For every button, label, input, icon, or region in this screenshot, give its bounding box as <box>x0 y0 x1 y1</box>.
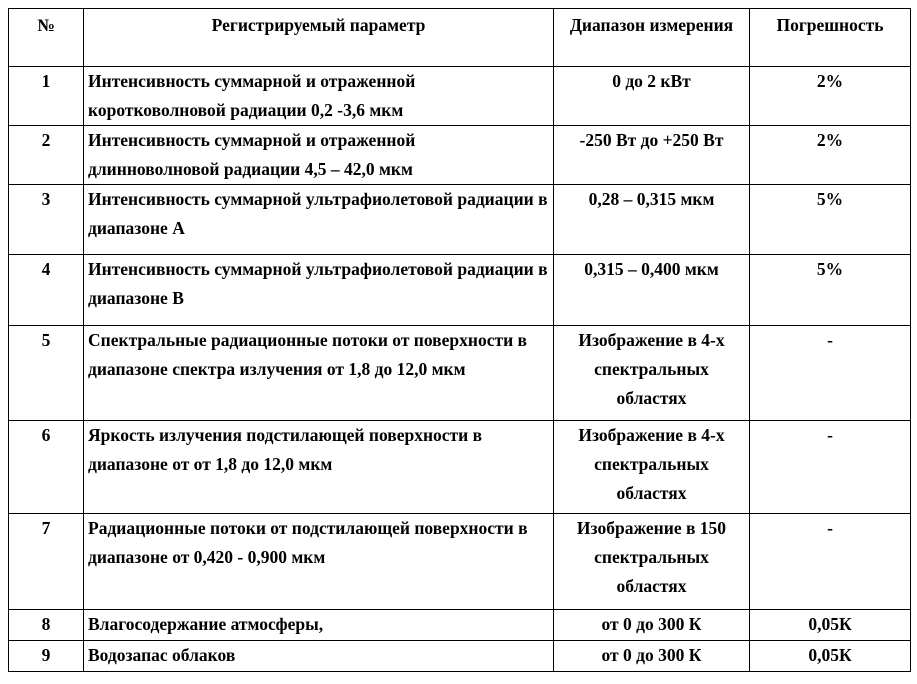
table-body <box>9 67 911 672</box>
row-range: Изображение в 4-х спектральных областях <box>554 326 750 421</box>
row-parameter: Интенсивность суммарной ультрафиолетовой радиации в диапазоне В <box>84 255 554 326</box>
row-parameter: Яркость излучения подстилающей поверхности в диапазоне от от 1,8 до 12,0 мкм <box>84 421 554 514</box>
row-error: - <box>750 421 911 514</box>
row-num: 9 <box>9 641 84 672</box>
row-range: 0,28 – 0,315 мкм <box>554 185 750 255</box>
row-error: 5% <box>750 255 911 326</box>
header-row <box>9 9 911 67</box>
table-row <box>9 67 911 126</box>
row-parameter: Влагосодержание атмосферы, <box>84 610 554 641</box>
table-row <box>9 326 911 421</box>
row-range: 0,315 – 0,400 мкм <box>554 255 750 326</box>
row-error: 0,05К <box>750 610 911 641</box>
table-row <box>9 514 911 610</box>
row-error: 0,05К <box>750 641 911 672</box>
table-row <box>9 641 911 672</box>
row-range: от 0 до 300 К <box>554 610 750 641</box>
row-error: - <box>750 514 911 610</box>
row-num: 5 <box>9 326 84 421</box>
row-num: 1 <box>9 67 84 126</box>
row-num: 3 <box>9 185 84 255</box>
row-range: от 0 до 300 К <box>554 641 750 672</box>
row-range: Изображение в 4-х спектральных областях <box>554 421 750 514</box>
table-row <box>9 255 911 326</box>
header-range: Диапазон измерения <box>554 9 750 67</box>
row-num: 6 <box>9 421 84 514</box>
table-header <box>9 9 911 67</box>
row-error: 5% <box>750 185 911 255</box>
row-num: 7 <box>9 514 84 610</box>
row-error: 2% <box>750 126 911 185</box>
row-error: - <box>750 326 911 421</box>
row-range: Изображение в 150 спектральных областях <box>554 514 750 610</box>
header-parameter: Регистрируемый параметр <box>84 9 554 67</box>
row-parameter: Спектральные радиационные потоки от поверхности в диапазоне спектра излучения от 1,8 до 12,0 мкм <box>84 326 554 421</box>
row-range: -250 Вт до +250 Вт <box>554 126 750 185</box>
header-num: № <box>9 9 84 67</box>
row-range: 0 до 2 кВт <box>554 67 750 126</box>
row-error: 2% <box>750 67 911 126</box>
row-parameter: Интенсивность суммарной и отраженной коротковолновой радиации 0,2 -3,6 мкм <box>84 67 554 126</box>
table-row <box>9 421 911 514</box>
row-parameter: Интенсивность суммарной и отраженной длинноволновой радиации 4,5 – 42,0 мкм <box>84 126 554 185</box>
row-num: 8 <box>9 610 84 641</box>
row-parameter: Радиационные потоки от подстилающей поверхности в диапазоне от 0,420 - 0,900 мкм <box>84 514 554 610</box>
row-parameter: Интенсивность суммарной ультрафиолетовой радиации в диапазоне А <box>84 185 554 255</box>
row-num: 4 <box>9 255 84 326</box>
table-row <box>9 126 911 185</box>
parameters-table <box>8 8 911 672</box>
table-row <box>9 610 911 641</box>
header-error: Погрешность <box>750 9 911 67</box>
table-row <box>9 185 911 255</box>
row-parameter: Водозапас облаков <box>84 641 554 672</box>
row-num: 2 <box>9 126 84 185</box>
